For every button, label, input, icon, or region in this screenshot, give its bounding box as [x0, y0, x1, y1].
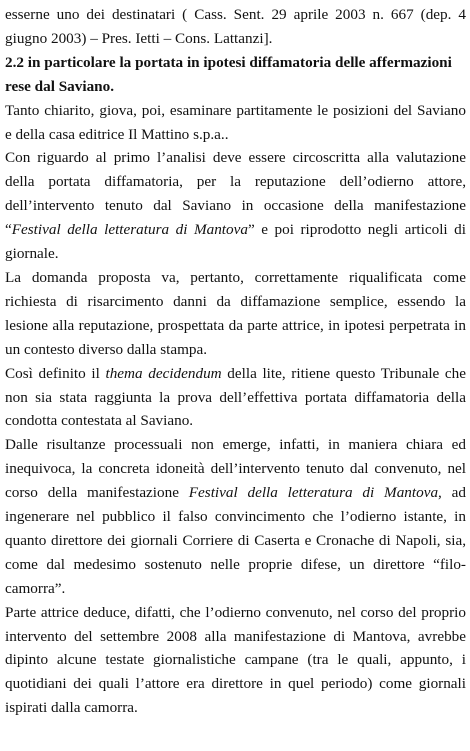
latin-term: thema decidendum [105, 364, 222, 382]
event-title: Festival della letteratura di Mantova [188, 484, 439, 502]
paragraph-text: Dalle risultanze processuali non emerge, infatti, in maniera chiara ed inequivoca, la concreta idoneità dell’intervento tenuto dal convenuto, nel corso della manifestazione [5, 436, 466, 502]
paragraph-text: , ad ingenerare nel pubblico il falso convincimento che l’odierno istante, in quanto direttore dei giornali Corriere di Caserta e Cronache di Napoli, sia, come dal medesimo sostenuto nelle proprie difese, un direttore “filo-camorra”. [5, 484, 466, 597]
section-heading: 2.2 in particolare la portata in ipotesi diffamatoria delle affermazioni rese dal Saviano. [5, 53, 452, 95]
paragraph-text: ” e poi riprodotto negli articoli di giornale. [5, 221, 466, 263]
paragraph-requalification: La domanda proposta va, pertanto, correttamente riqualificata come richiesta di risarcimento danni da diffamazione semplice, essendo la lesione alla reputazione, prospettata da parte attrice, in ipotesi perpetrata in un contesto diverso dalla stampa. [5, 268, 466, 358]
paragraph-findings [5, 433, 466, 600]
paragraph-continuation [5, 3, 466, 51]
paragraph-analysis [5, 146, 466, 266]
paragraph-text: Con riguardo al primo l’analisi deve essere circoscritta alla valutazione della portata diffamatoria, per la reputazione dell’odierno attore, dell’intervento tenuto dal Saviano in occasione della manifestazione “ [5, 149, 466, 239]
paragraph-text: della lite, ritiene questo Tribunale che non sia stata raggiunta la prova dell’effettiva portata diffamatoria della condotta contestata al Saviano. [5, 364, 466, 430]
paragraph-thema [5, 362, 466, 434]
paragraph-text: Così definito il [5, 364, 106, 382]
paragraph-intro: Tanto chiarito, giova, poi, esaminare partitamente le posizioni del Saviano e della casa editrice Il Mattino s.p.a.. [5, 101, 466, 143]
event-title: Festival della letteratura di Mantova [11, 221, 248, 239]
paragraph-claim: Parte attrice deduce, difatti, che l’odierno convenuto, nel corso del proprio intervento del settembre 2008 alla manifestazione di Mantova, avrebbe dipinto alcune testate giornalistiche campane (tra le quali, appunto, i quotidiani dei quali l’attore era direttore in quel periodo) come giornali ispirati dalla camorra. [5, 603, 466, 717]
paragraph-text: esserne uno dei destinatari ( Cass. Sent. 29 aprile 2003 n. 667 (dep. 4 giugno 2003) – Pres. Ietti – Cons. Lattanzi]. [5, 6, 466, 47]
